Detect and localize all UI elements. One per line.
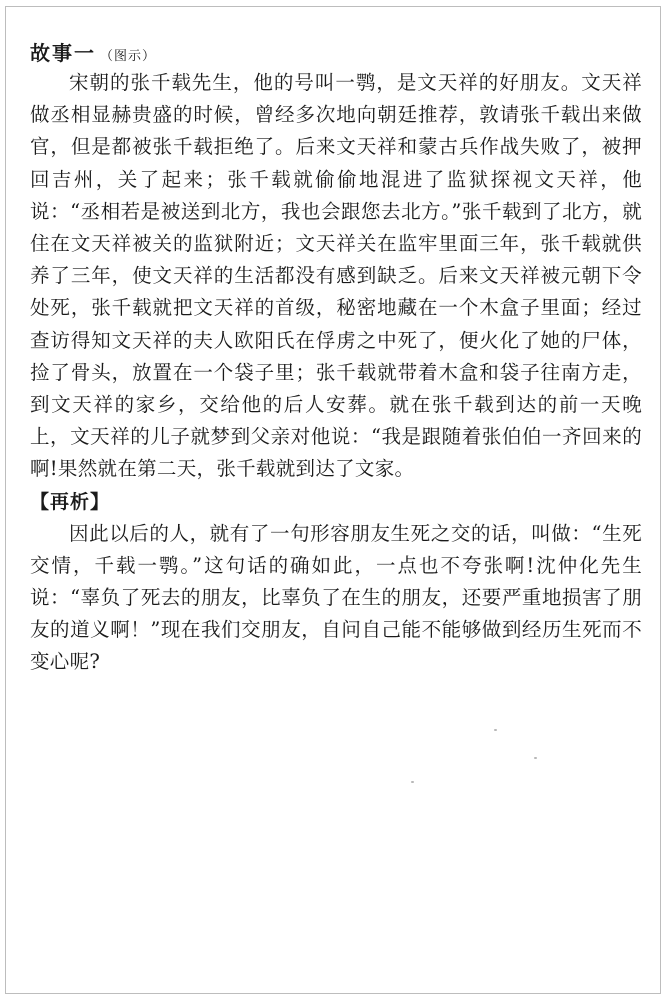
scan-speck (494, 729, 497, 731)
story-title: 故事一 (30, 41, 96, 65)
story-paragraph: 宋朝的张千载先生，他的号叫一鹗，是文天祥的好朋友。文天祥做丞相显赫贵盛的时候，曾经多次地向朝廷推荐，敦请张千载出来做官，但是都被张千载拒绝了。后来文天祥和蒙古兵作战失败了，被押回吉州，关了起来；张千载就偷偷地混进了监狱探视文天祥，他说：“丞相若是被送到北方，我也会跟您去北方。”张千载到了北方，就住在文天祥被关的监狱附近；文天祥关在监牢里面三年，张千载就供养了三年，使文天祥的生活都没有感到缺乏。后来文天祥被元朝下令处死，张千载就把文天祥的首级，秘密地藏在一个木盒子里面；经过查访得知文天祥的夫人欧阳氏在俘虏之中死了，便火化了她的尸体，捡了骨头，放置在一个袋子里；张千载就带着木盒和袋子往南方走，到文天祥的家乡，交给他的后人安葬。就在张千载到达的前一天晚上，文天祥的儿子就梦到父亲对他说：“我是跟随着张伯伯一齐回来的啊!果然就在第二天，张千载就到达了文家。 (30, 71, 642, 481)
story-title-note: （图示） (100, 49, 157, 64)
analysis-paragraph: 因此以后的人，就有了一句形容朋友生死之交的话，叫做：“生死交情，千载一鹗。”这句话的确如此，一点也不夸张啊!沈仲化先生说：“辜负了死去的朋友，比辜负了在生的朋友，还要严重地损害了朋友的道义啊！”现在我们交朋友，自问自己能不能够做到经历生死而不变心呢? (30, 521, 642, 674)
story-heading (30, 39, 642, 67)
page-content (30, 39, 642, 679)
scan-speck (411, 781, 414, 783)
scan-speck (534, 757, 537, 759)
analysis-heading: 【再析】 (30, 490, 111, 513)
document-page (5, 6, 661, 994)
